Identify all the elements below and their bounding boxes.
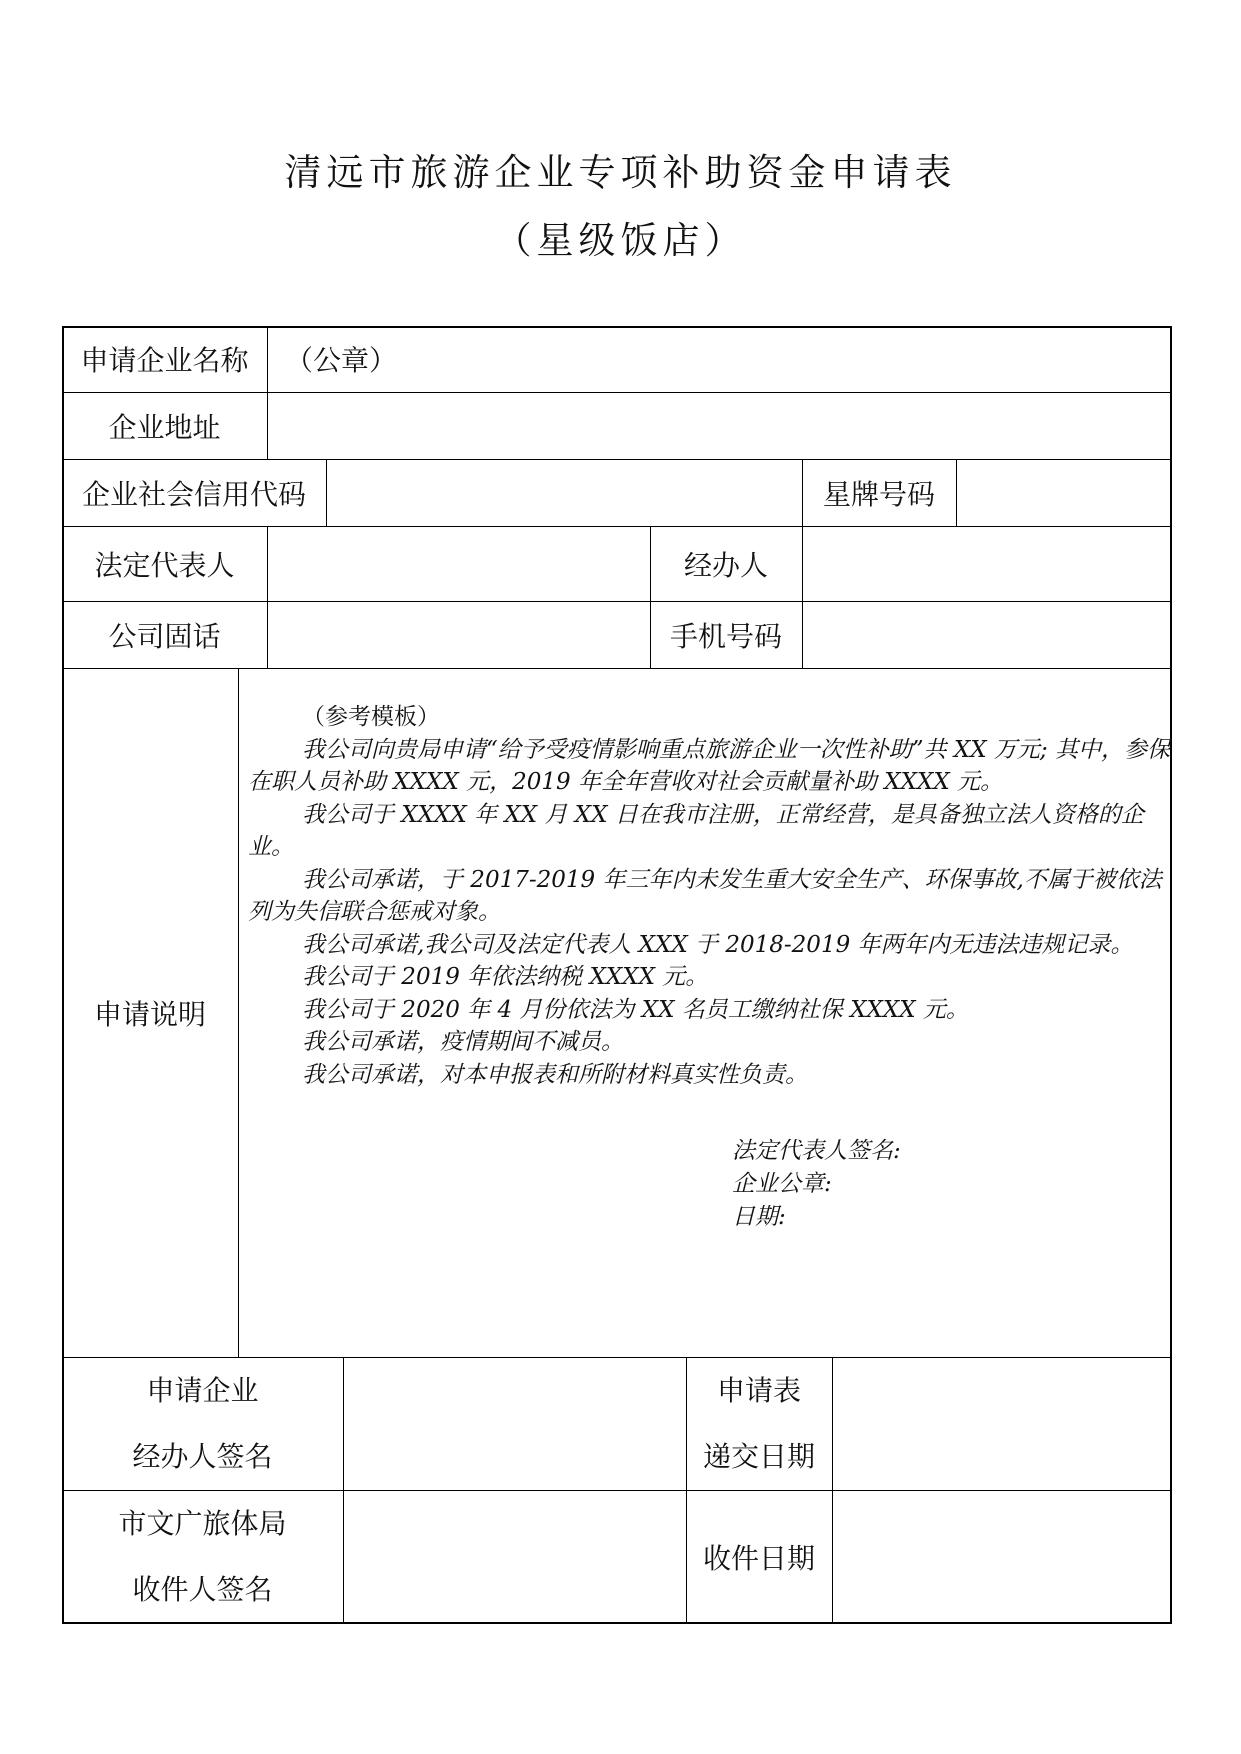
star-number-field[interactable] [956,459,1172,526]
handler-signature-field[interactable] [343,1357,686,1490]
paragraph-social-insurance: 我公司于 2020 年 4 月份依法为 XX 名员工缴纳社保 XXXX 元。 [302,996,969,1023]
legal-rep-field[interactable] [267,526,650,601]
submission-date-label-line1: 申请表 [716,1373,801,1407]
company-address-label: 企业地址 [108,410,221,444]
handler-signature-label-line2: 经办人签名 [132,1439,273,1473]
template-note: （参考模板） [302,704,440,730]
receiver-signature-label-line1: 市文广旅体局 [118,1507,287,1540]
receipt-date-label: 收件日期 [702,1542,815,1575]
handler-field[interactable] [802,526,1172,601]
sign-date-line[interactable]: 日期: [732,1204,786,1230]
company-address-field[interactable] [267,392,1172,459]
paragraph-no-layoff: 我公司承诺，疫情期间不减员。 [302,1029,624,1055]
paragraph-subsidy-amount: 我公司向贵局申请“给予受疫情影响重点旅游企业一次性补助”共 XX 万元; 其中，参保在职人员补助 XXXX 元，2019 年全年营收对社会贡献量补助 XXXX 元。 [248,736,1170,795]
mobile-label: 手机号码 [669,619,782,653]
credit-code-field[interactable] [326,459,802,526]
company-name-field[interactable]: （公章） [285,344,398,377]
paragraph-legal-record: 我公司承诺,我公司及法定代表人 XXX 于 2018-2019 年两年内无违法违规记录。 [302,931,1134,958]
legal-rep-signature-line[interactable]: 法定代表人签名: [732,1138,901,1164]
star-number-label: 星牌号码 [822,477,935,511]
form-title: 清远市旅游企业专项补助资金申请表 [284,151,957,194]
receiver-signature-field[interactable] [343,1490,686,1624]
paragraph-authenticity: 我公司承诺，对本申报表和所附材料真实性负责。 [302,1061,808,1088]
submission-date-label-line2: 递交日期 [702,1439,815,1473]
legal-rep-label: 法定代表人 [94,548,235,582]
landline-label: 公司固话 [108,619,221,653]
paragraph-safety-commitment: 我公司承诺，于 2017-2019 年三年内未发生重大安全生产、环保事故,不属于被依法列为失信联合惩戒对象。 [248,866,1162,925]
credit-code-label: 企业社会信用代码 [81,477,306,511]
receipt-date-field[interactable] [832,1490,1172,1624]
company-seal-line[interactable]: 企业公章: [732,1171,832,1197]
receiver-signature-label-line2: 收件人签名 [132,1573,273,1606]
submission-date-field[interactable] [832,1357,1172,1490]
company-name-label: 申请企业名称 [80,344,249,377]
column-divider [238,668,239,1357]
paragraph-tax: 我公司于 2019 年依法纳税 XXXX 元。 [302,964,709,990]
handler-signature-label-line1: 申请企业 [146,1373,259,1407]
submission-date-label [686,1357,832,1490]
landline-field[interactable] [267,601,650,668]
form-subtitle: （星级饭店） [494,219,747,262]
paragraph-registration: 我公司于 XXXX 年 XX 月 XX 日在我市注册，正常经营，是具备独立法人资格的企业。 [248,801,1144,860]
description-body[interactable] [248,701,1170,1091]
receiver-signature-label [62,1490,343,1624]
handler-signature-label [62,1357,343,1490]
handler-label: 经办人 [683,548,768,582]
mobile-field[interactable] [802,601,1172,668]
description-label: 申请说明 [93,997,206,1031]
